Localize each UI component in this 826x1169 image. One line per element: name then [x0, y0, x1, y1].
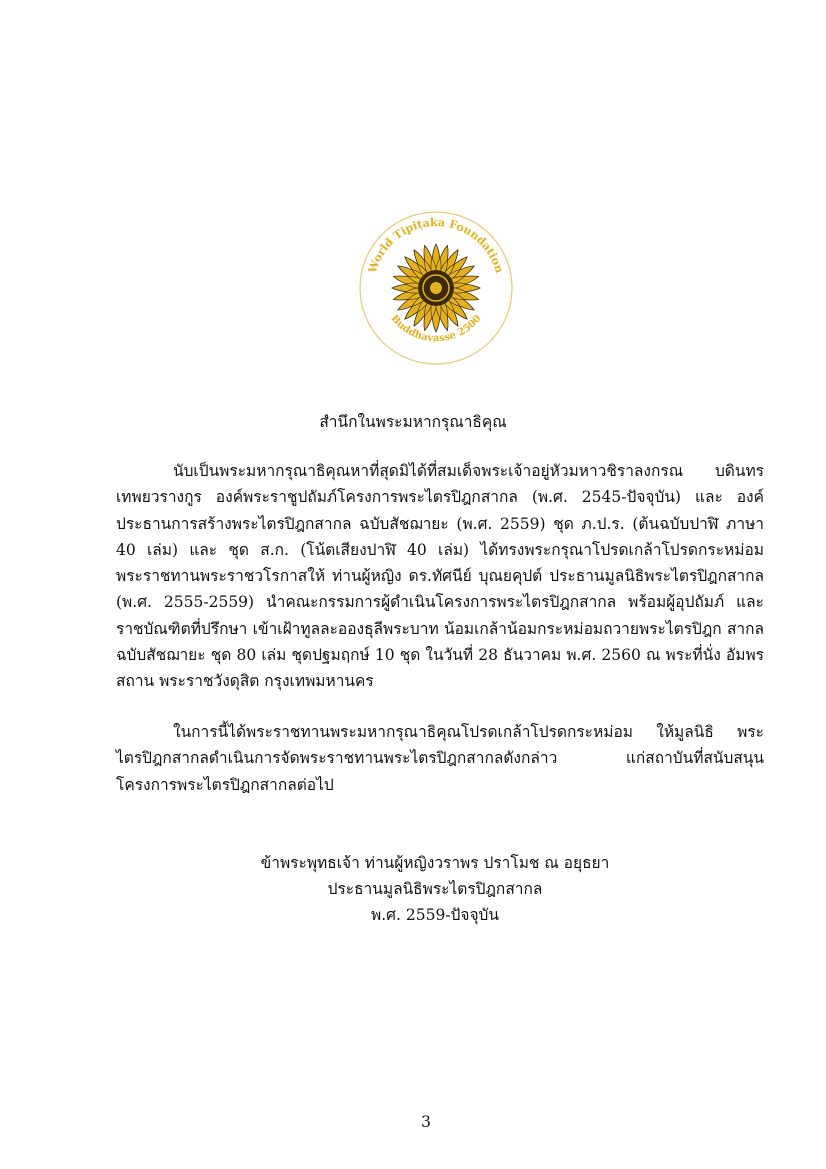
signature-title: ประธานมูลนิธิพระไตรปิฎกสากล — [327, 880, 543, 898]
body-paragraph-2: ในการนี้ได้พระราชทานพระมหากรุณาธิคุณโปรดเกล้าโปรดกระหม่อม ให้มูลนิธิ พระไตรปิฎกสากลดำเนินการจัดพระราชทานพระไตรปิฎกสากลดังกล่าว แก่สถาบันที่สนับสนุน โครงการพระไตรปิฎกสากลต่อไป — [116, 723, 764, 794]
page-title: สำนึกในพระมหากรุณาธิคุณ — [319, 413, 507, 431]
page-number: 3 — [421, 1113, 431, 1131]
world-tipitaka-foundation-logo — [356, 208, 516, 368]
body-paragraph-1: นับเป็นพระมหากรุณาธิคุณหาที่สุดมิได้ที่สมเด็จพระเจ้าอยู่หัวมหาวชิราลงกรณ บดินทรเทพยวรางกูร องค์พระราชูปถัมภ์โครงการพระไตรปิฎกสากล (พ.ศ. 2545-ปัจจุบัน) และ องค์ประธานการสร้างพระไตรปิฎกสากล ฉบับสัชฌายะ (พ.ศ. 2559) ชุด ภ.ป.ร. (ต้นฉบับปาฬิ ภาษา 40 เล่ม) และ ชุด ส.ก. (โน้ตเสียงปาฬิ 40 เล่ม) ได้ทรงพระกรุณาโปรดเกล้าโปรดกระหม่อม พระราชทานพระราชวโรกาสให้ ท่านผู้หญิง ดร.ทัศนีย์ บุณยคุปต์ ประธานมูลนิธิพระไตรปิฎกสากล (พ.ศ. 2555-2559) นำคณะกรรมการผู้ดำเนินโครงการพระไตรปิฎกสากล พร้อมผู้อุปถัมภ์ และ ราชบัณฑิตที่ปรึกษา เข้าเฝ้าทูลละอองธุลีพระบาท น้อมเกล้าน้อมกระหม่อมถวายพระไตรปิฎก สากล ฉบับสัชฌายะ ชุด 80 เล่ม ชุดปฐมฤกษ์ 10 ชุด ในวันที่ 28 ธันวาคม พ.ศ. 2560 ณ พระที่นั่ง อัมพรสถาน พระราชวังดุสิต กรุงเทพมหานคร — [116, 462, 764, 691]
logo-text-bottom: Buddhavasse 2500 — [388, 313, 484, 345]
logo-text-top: World Tipiṭaka Foundation — [365, 215, 507, 275]
signature-term: พ.ศ. 2559-ปัจจุบัน — [371, 906, 499, 924]
signature-block — [0, 850, 826, 928]
signature-name: ข้าพระพุทธเจ้า ท่านผู้หญิงวราพร ปราโมช ณ อยุธยา — [260, 854, 610, 872]
